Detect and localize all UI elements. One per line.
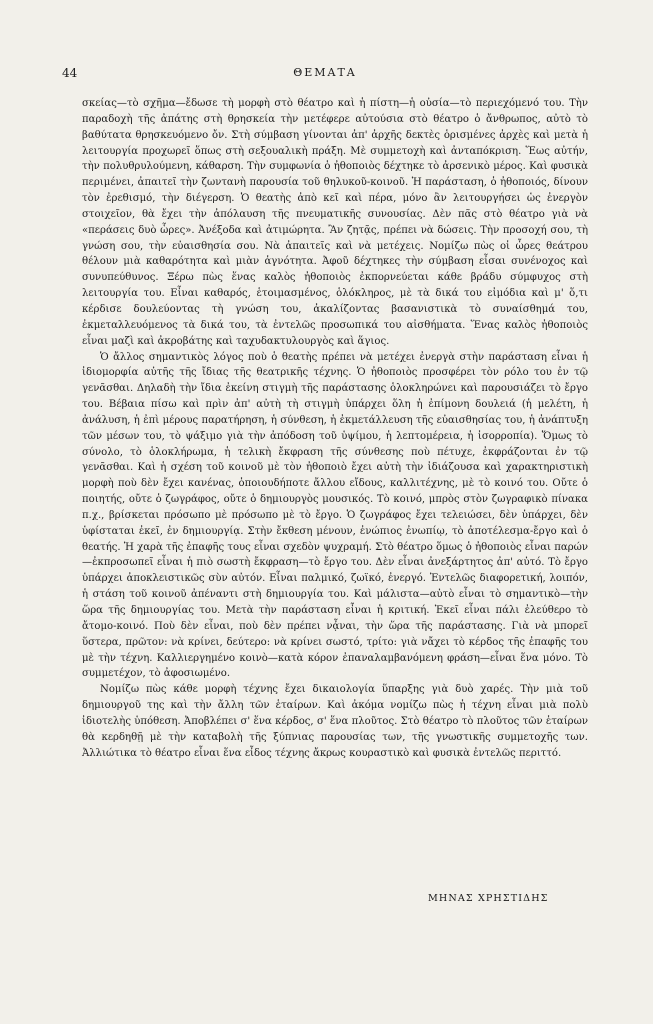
author-signature: ΜΗΝΑΣ ΧΡΗΣΤΙΔΗΣ bbox=[428, 893, 549, 904]
journal-title: ΘΕΜΑΤΑ bbox=[293, 66, 357, 79]
article-body bbox=[82, 96, 588, 761]
paragraph-2: Ὁ ἄλλος σημαντικὸς λόγος ποὺ ὁ θεατὴς πρέπει νὰ μετέχει ἐνεργὰ στὴν παράσταση εἶναι ἡ ἰδιομορφία αὐτῆς τῆς ἴδιας τῆς θεατρικῆς τέχνης. Ὁ ἠθοποιὸς προσφέρει τὸν ρόλο του ἐν τῷ γενᾶσθαι. Δηλαδὴ τὴν ἴδια ἐκείνη στιγμὴ τῆς παράστασης ὁλοκληρώνει καὶ παρουσιάζει τὸ ἔργο του. Βέβαια πίσω καὶ πρὶν ἀπ' αὐτὴ τὴ στιγμὴ ὑπάρχει ὅλη ἡ ἐπίμονη δουλειά (ἡ μελέτη, ἡ ἀνάλυση, ἡ ἐπὶ μέρους παρατήρηση, ἡ σύνθεση, ἡ ἐκμετάλλευση τῆς εὐαισθησίας του, ἡ ἀνάπτυξη τῶν μέσων του, τὸ ψάξιμο γιὰ τὴν ἀπόδοση τοῦ ὑψίμου, ἡ λεπτομέρεια, ἡ ἰσορροπία). Ὅμως τὸ σύνολο, τὸ ὁλοκλήρωμα, ἡ τελικὴ ἔκφραση τῆς σύνθεσης ποὺ πέτυχε, ἐκφράζονται ἐν τῷ γενᾶσθαι. Καὶ ἡ σχέση τοῦ κοινοῦ μὲ τὸν ἠθοποιὸ ἔχει αὐτὴ τὴν ἰδιάζουσα καὶ χαρακτηριστικὴ μορφὴ ποὺ δὲν ἔχει κανένας, ὁποιουδήποτε ἄλλου εἴδους, καλλιτέχνης, μὲ τὸ κοινό του. Οὔτε ὁ ποιητής, οὔτε ὁ ζωγράφος, οὔτε ὁ δημιουργὸς μουσικός. Τὸ κοινό, μπρὸς στὸν ζωγραφικὸ πίνακα π.χ., βρίσκεται πρόσωπο μὲ πρόσωπο μὲ τὸ ἔργο. Ὁ ζωγράφος ἔχει τελειώσει, δὲν ὑπάρχει, δὲν ὑφίσταται ἐκεῖ, ἐν δημιουργίᾳ. Στὴν ἔκθεση μένουν, ἐνώπιος ἐνωπίῳ, τὸ ἀποτέλεσμα-ἔργο καὶ ὁ θεατής. Ἡ χαρὰ τῆς ἐπαφῆς τους εἶναι σχεδὸν ψυχραμή. Στὸ θέατρο ὅμως ὁ ἠθοποιὸς εἶναι παρών—ἐκπροσωπεῖ εἶναι ἡ πιὸ σωστὴ ἔκφραση—τὸ ἔργο του. Δὲν εἶναι ἀνεξάρτητος ἀπ' αὐτό. Τὸ ἔργο ὑπάρχει ἀποκλειστικῶς σὺν αὐτόν. Εἶναι παλμικό, ζωϊκό, ἐνεργό. Ἐντελῶς διαφορετική, λοιπόν, ἡ στάση τοῦ κοινοῦ ἀπέναντι στὴ δημιουργία του. Καὶ μάλιστα—αὐτὸ εἶναι τὸ σημαντικὸ—τὴν ὥρα τῆς δημιουργίας του. Μετὰ τὴν παράσταση εἶναι ἡ κριτική. Ἐκεῖ εἶναι πάλι ἐλεύθερο τὸ ἄτομο-κοινό. Ποὺ δὲν εἶναι, ποὺ δὲν πρέπει νᾆναι, τὴν ὥρα τῆς παράστασης. Γιὰ νὰ μπορεῖ ὕστερα, πρῶτον: νὰ κρίνει, δεύτερο: νὰ κρίνει σωστό, τρίτο: γιὰ νἄχει τὸ κέρδος τῆς ἐπαφῆς του μὲ τὴν τέχνη. Καλλιεργημένο κοινὸ—κατὰ κόρον ἐπαναλαμβανόμενη φράση—εἶναι ἕνα μόνο. Τὸ συμμετέχον, τὸ ἀφοσιωμένο. bbox=[82, 351, 588, 680]
page-header bbox=[62, 66, 588, 82]
paragraph-1: σκείας—τὸ σχῆμα—ἔδωσε τὴ μορφὴ στὸ θέατρο καὶ ἡ πίστη—ἡ οὐσία—τὸ περιεχόμενό του. Τὴν παραδοχὴ τῆς ἀπάτης στὴ θρησκεία τὴν μετέφερε αὐτούσια στὸ θέατρο ὁ ἄνθρωπος, αὐτὸ τὸ βαθύτατα θρησκευόμενο ὄν. Στὴ σύμβαση γίνονται ἀπ' ἀρχῆς δεκτὲς ὁρισμένες ἀρχὲς καὶ μετὰ ἡ λειτουργία προχωρεῖ ὅπως στὴ σεξουαλικὴ πράξη. Μὲ συμμετοχὴ καὶ ἀνταπόκριση. Ἕως αὐτήν, τὴν πολυθρυλούμενη, κάθαρση. Τὴν συμφωνία ὁ ἠθοποιὸς δέχτηκε τὸ ἀρσενικὸ μέρος. Καὶ φυσικὰ περιμένει, ἀπαιτεῖ τὴν ζωντανὴ παρουσία τοῦ θηλυκοῦ-κοινοῦ. Ἡ παράσταση, ὁ ἠθοποιός, δίνουν τὸν ἐρεθισμό, τὴν διέγερση. Ὁ θεατὴς ἀπὸ κεῖ καὶ πέρα, μόνο ἂν λειτουργήσει ὡς ἐνεργὸν στοιχεῖον, θὰ ἔχει τὴν ἀπόλαυση τῆς πνευματικῆς συνουσίας. Δὲν πᾶς στὸ θέατρο γιὰ νὰ «περάσεις δυὸ ὧρες». Ἀνέξοδα καὶ ἀτιμώρητα. Ἂν ζητᾷς, πρέπει νὰ δώσεις. Τὴν προσοχή σου, τὴ γνώση σου, τὴν εὐαισθησία σου. Νὰ ἀπαιτεῖς καὶ νὰ μετέχεις. Νομίζω πὼς οἱ ὧρες θεάτρου θέλουν μιὰ καθαρότητα καὶ μιὰν ἁγνότητα. Ἀφοῦ δέχτηκες τὴν σύμβαση εἶσαι συνένοχος καὶ συνυπεύθυνος. Ξέρω πὼς ἕνας καλὸς ἠθοποιὸς ἐκπορνεύεται κάθε βράδυ σύμφυχος στὴ λειτουργία του. Εἶναι καθαρός, ἑτοιμασμένος, ὁλόκληρος, μὲ τὰ δικά του εἰμόδια καὶ μ' ὅ,τι κέρδισε δουλεύοντας τὴ γνώση του, ἀκαλίζοντας βασανιστικὰ τὸ συναίσθημά του, ἐκμεταλλευόμενος τὰ δικά του, τὰ ἐντελῶς προσωπικά του αἰσθήματα. Ἕνας καλὸς ἠθοποιὸς εἶναι μαζὶ καὶ ἀκροβάτης καὶ ταχυδακτυλουργὸς καὶ ἅγιος. bbox=[82, 98, 588, 347]
page-number: 44 bbox=[62, 66, 78, 80]
paragraph-3: Νομίζω πὼς κάθε μορφὴ τέχνης ἔχει δικαιολογία ὕπαρξης γιὰ δυὸ χαρές. Τὴν μιὰ τοῦ δημιουργοῦ της καὶ τὴν ἄλλη τῶν ἑταίρων. Καὶ ἀκόμα νομίζω πὼς ἡ τέχνη εἶναι μιὰ πολὺ ἰδιοτελὴς ὑπόθεση. Ἀποβλέπει σ' ἕνα κέρδος, σ' ἕνα πλοῦτος. Στὸ θέατρο τὸ πλοῦτος τῶν ἑταίρων θὰ κερδηθῇ μὲ τὴν καταβολὴ τῆς ξύπνιας παρουσίας των, τῆς γνωστικῆς συμμετοχῆς των. Ἀλλιώτικα τὸ θέατρο εἶναι ἕνα εἶδος τέχνης ἄκρως κουραστικὸ καὶ φυσικὰ ἐντελῶς περιττό. bbox=[82, 684, 588, 759]
